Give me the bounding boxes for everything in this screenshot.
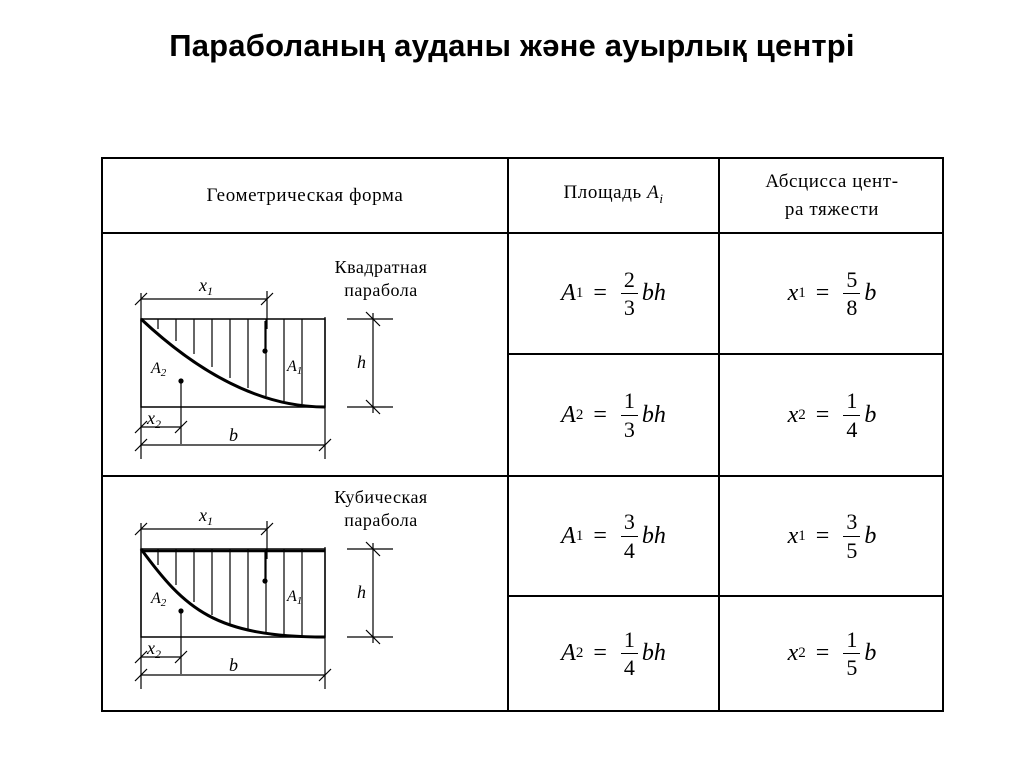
cubic-parabola-diagram [125,499,425,699]
shape-label-quadratic: Квадратная парабола [334,257,428,300]
centroid-formula-quadratic-x1: x 1 = $\frac{5}{8}$ b [787,266,877,320]
centroid-formula-cubic-x1: x 1 = $\frac{3}{5}$ b [787,509,877,563]
centroid-formula-quadratic-x2: x 2 = $\frac{1}{4}$ b [787,388,877,442]
area-formula-quadratic-a2: A 2 = $\frac{1}{3}$ bh [561,388,666,442]
area-a1-label: A1 [287,358,303,377]
dim-b-label: b [229,655,238,675]
dim-x2-label: $x_2$ [147,638,161,661]
area-formula-cubic-a2: A 2 = $\frac{1}{4}$ bh [561,626,666,680]
header-area: Площадь $A_i$ [563,181,664,206]
area-a2-label: A2 [151,590,167,609]
dim-x1-label: $x_1$ [199,505,213,528]
area-formula-quadratic-a1: A 1 = $\frac{2}{3}$ bh [561,266,666,320]
dim-x2-label: $x_2$ [147,408,161,431]
dim-b-label: b [229,425,238,445]
dim-h-label: h [357,582,366,602]
header-shape: Геометрическая форма [206,184,404,206]
header-centroid: Абсцисса цент- ра тяжести [765,170,899,220]
quadratic-parabola-diagram [125,269,425,469]
area-formula-cubic-a1: A 1 = $\frac{3}{4}$ bh [561,509,666,563]
dim-x1-label: $x_1$ [199,275,213,298]
area-a2-label: A2 [151,360,167,379]
properties-table [101,157,944,712]
page-title: Параболаның ауданы және ауырлық центрі [169,28,855,63]
centroid-formula-cubic-x2: x 2 = $\frac{1}{5}$ b [787,626,877,680]
area-a1-label: A1 [287,588,303,607]
shape-label-cubic: Кубическая парабола [334,487,428,530]
dim-h-label: h [357,352,366,372]
